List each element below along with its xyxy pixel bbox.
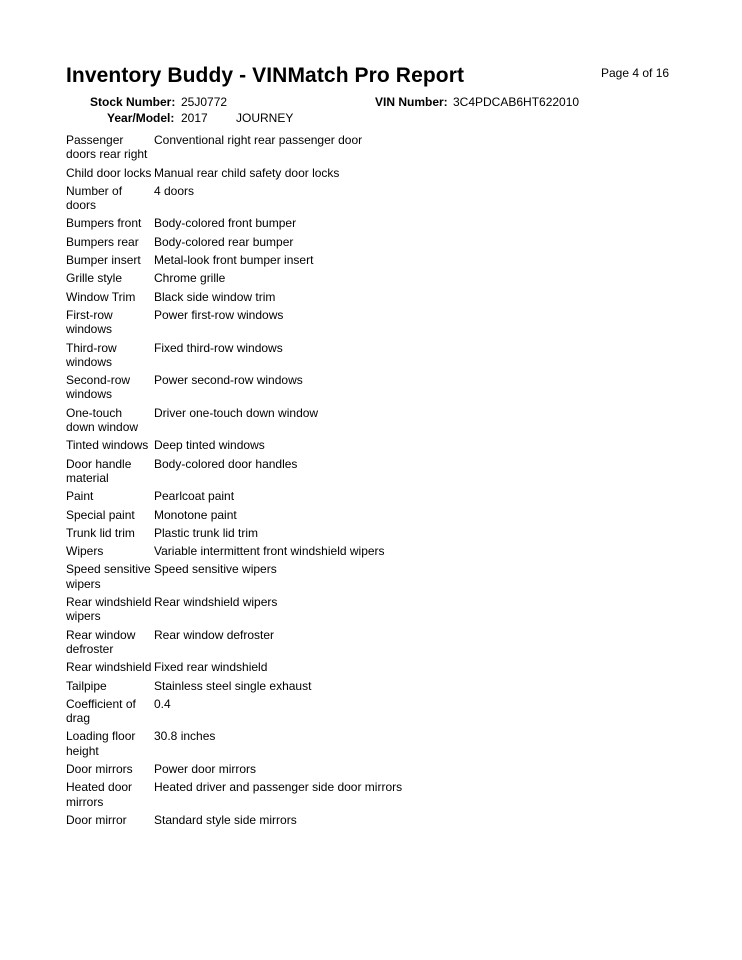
spec-label: Grille style [66,271,123,286]
spec-label: Door mirrors [66,761,133,776]
spec-row [66,216,626,230]
spec-label: Paint [66,489,94,504]
spec-label: Tinted windows [66,438,149,453]
spec-row [66,184,626,213]
spec-label: Number of doors [66,183,123,213]
spec-label: Rear windshield wipers [66,595,152,624]
page-number: Page 4 of 16 [601,66,670,80]
spec-label: Door mirror [66,812,127,827]
spec-row [66,373,626,402]
spec-label: Child door locks [66,165,152,180]
spec-value: Speed sensitive wipers [154,562,277,577]
spec-label: Third-row windows [66,340,117,369]
spec-value: Rear windshield wipers [154,595,278,610]
spec-label: One-touch down window [66,405,139,435]
spec-value: Body-colored door handles [154,456,298,471]
spec-label: Wipers [66,544,104,559]
spec-label: Passenger doors rear right [66,133,148,162]
year-model-label: Year/Model: [107,111,175,125]
spec-value: Plastic trunk lid trim [154,525,259,540]
spec-value: Standard style side mirrors [154,812,297,827]
spec-row [66,271,626,285]
spec-label: Bumpers rear [66,234,139,249]
spec-label: Rear window defroster [66,627,136,656]
spec-row [66,526,626,540]
spec-value: Black side window trim [154,289,276,304]
stock-number-value: 25J0772 [181,95,228,109]
spec-row [66,166,626,180]
spec-value: Stainless steel single exhaust [154,678,312,693]
spec-label: Coefficient of drag [66,696,136,726]
spec-label: Rear windshield [66,660,152,675]
spec-list [66,133,626,831]
spec-value: 4 doors [154,183,195,198]
spec-row [66,341,626,370]
spec-label: Door handle material [66,456,132,485]
spec-label: Speed sensitive wipers [66,562,151,591]
spec-value: Power door mirrors [154,761,257,776]
spec-value: Body-colored rear bumper [154,234,294,249]
spec-row [66,406,626,435]
spec-label: Special paint [66,507,135,522]
spec-row [66,679,626,693]
spec-row [66,562,626,591]
year-value: 2017 [181,111,208,125]
spec-value: Heated driver and passenger side door mirrors [154,780,403,795]
spec-label: Second-row windows [66,373,131,402]
spec-row [66,697,626,726]
spec-value: Driver one-touch down window [154,405,319,420]
spec-value: 30.8 inches [154,729,216,744]
model-value: JOURNEY [236,111,294,125]
spec-row [66,628,626,657]
spec-label: Loading floor height [66,729,136,758]
spec-value: Deep tinted windows [154,438,265,453]
spec-row [66,729,626,758]
spec-value: Fixed third-row windows [154,340,283,355]
spec-row [66,762,626,776]
spec-value: Power second-row windows [154,373,303,388]
spec-row [66,253,626,267]
report-title: Inventory Buddy - VINMatch Pro Report [66,64,465,87]
spec-value: Manual rear child safety door locks [154,165,340,180]
spec-label: First-row windows [66,307,113,337]
spec-row [66,438,626,452]
vin-number-label: VIN Number: [375,95,448,109]
spec-row [66,133,626,162]
spec-value: Rear window defroster [154,627,275,642]
spec-value: Body-colored front bumper [154,216,297,231]
spec-label: Tailpipe [66,678,107,693]
spec-label: Heated door mirrors [66,780,133,809]
spec-value: Power first-row windows [154,307,284,322]
spec-row [66,489,626,503]
spec-label: Bumper insert [66,253,141,268]
spec-row [66,308,626,337]
spec-value: Monotone paint [154,507,237,522]
spec-value: Metal-look front bumper insert [154,253,314,268]
spec-label: Window Trim [66,289,136,304]
spec-value: Fixed rear windshield [154,660,268,675]
spec-label: Bumpers front [66,216,142,231]
spec-value: Chrome grille [154,271,226,286]
spec-label: Trunk lid trim [66,525,135,540]
spec-row [66,235,626,249]
spec-row [66,508,626,522]
spec-value: 0.4 [154,696,171,711]
spec-row [66,290,626,304]
vin-number-value: 3C4PDCAB6HT622010 [453,95,580,109]
spec-row [66,457,626,486]
spec-row [66,660,626,674]
spec-value: Pearlcoat paint [154,489,235,504]
spec-row [66,595,626,624]
spec-value: Variable intermittent front windshield wipers [154,544,385,559]
spec-row [66,813,626,827]
spec-row [66,544,626,558]
stock-number-label: Stock Number: [90,95,176,109]
spec-value: Conventional right rear passenger door [154,133,363,147]
spec-row [66,780,626,809]
